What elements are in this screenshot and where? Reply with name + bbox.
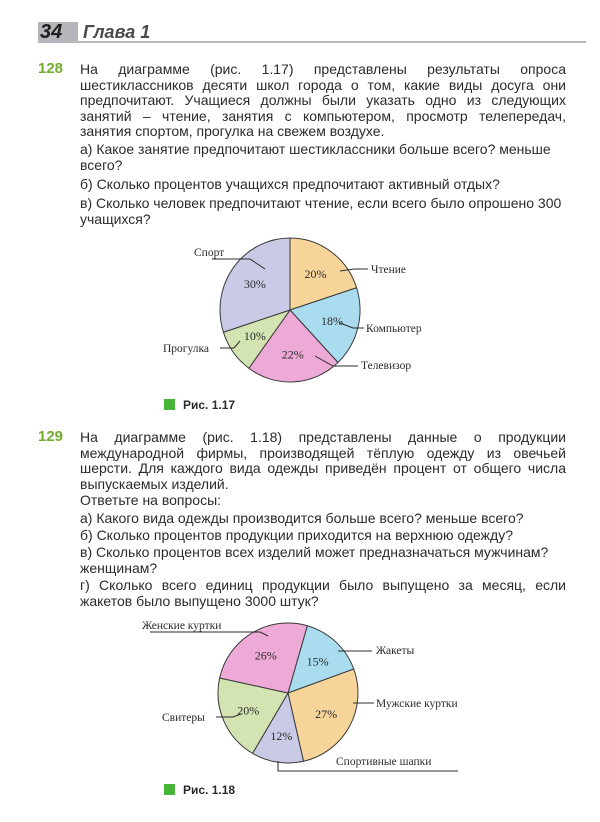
slice-percent-label: 10% [243, 329, 266, 344]
figure-caption-1-18 [164, 783, 235, 797]
caption-text: Рис. 1.17 [183, 398, 236, 412]
page-header [38, 22, 586, 44]
caption-text: Рис. 1.18 [183, 783, 236, 797]
chapter-title: Глава 1 [83, 22, 151, 42]
category-label: Мужские куртки [376, 698, 458, 710]
slice-percent-label: 30% [243, 276, 266, 291]
slice-percent-label: 20% [304, 266, 327, 281]
category-label: Свитеры [162, 712, 205, 724]
task-129-answer-prompt: Ответьте на вопросы: [80, 492, 222, 508]
task-129-question-c: в) Сколько процентов всех изделий может предназначаться мужчинам? женщинам? [80, 544, 549, 576]
slice-percent-label: 15% [306, 654, 329, 669]
task-129-question-a: а) Какого вида одежды производится больше всего? меньше всего? [80, 510, 524, 526]
pie-chart-1-17 [150, 236, 460, 396]
figure-caption-1-17 [164, 398, 235, 412]
task-number-129: 129 [38, 428, 64, 445]
category-label: Телевизор [361, 360, 412, 372]
task-128-question-c: в) Сколько человек предпочитают чтение, если всего было опрошено 300 учащихся? [80, 195, 562, 227]
task-128-question-b: б) Сколько процентов учащихся предпочитают активный отдых? [80, 176, 500, 192]
caption-marker [164, 784, 175, 795]
task-128-question-a: а) Какое занятие предпочитают шестиклассники больше всего? меньше всего? [80, 141, 551, 173]
slice-percent-label: 18% [321, 314, 343, 329]
task-129-question-d: г) Сколько всего единиц продукции было выпущено за месяц, если жакетов было выпущено 3000 штук? [80, 577, 566, 609]
category-label: Компьютер [366, 323, 422, 335]
page-number: 34 [38, 22, 78, 42]
category-label: Женские куртки [142, 620, 222, 632]
caption-marker [164, 399, 175, 410]
slice-percent-label: 27% [315, 706, 338, 721]
slice-percent-label: 20% [237, 703, 260, 718]
category-label: Спорт [194, 247, 225, 259]
pie-chart-1-18 [142, 616, 460, 774]
category-label: Жакеты [376, 645, 415, 657]
task-129-intro: На диаграмме (рис. 1.18) представлены данные о продукции международной фирмы, производящей тёплую одежду из овечьей шерсти. Для каждого вида одежды приведён процент от общего числа выпускаемых изделий. [80, 429, 566, 492]
slice-percent-label: 22% [281, 347, 304, 362]
task-129-question-b: б) Сколько процентов продукции приходится на верхнюю одежду? [80, 527, 513, 543]
task-128-intro: На диаграмме (рис. 1.17) представлены результаты опроса шестиклассников десяти школ города о том, какие виды досуга они предпочитают. Учащиеся должны были указать одно из следующих занятий – чтение, занятия с компьютером, просмотр телепередач, занятия спортом, прогулка на свежем воздухе. [80, 61, 566, 139]
slice-percent-label: 12% [270, 728, 293, 743]
slice-percent-label: 26% [254, 648, 277, 663]
category-label: Спортивные шапки [336, 756, 432, 768]
category-label: Чтение [371, 264, 407, 276]
category-label: Прогулка [163, 343, 210, 355]
task-number-128: 128 [38, 60, 64, 77]
